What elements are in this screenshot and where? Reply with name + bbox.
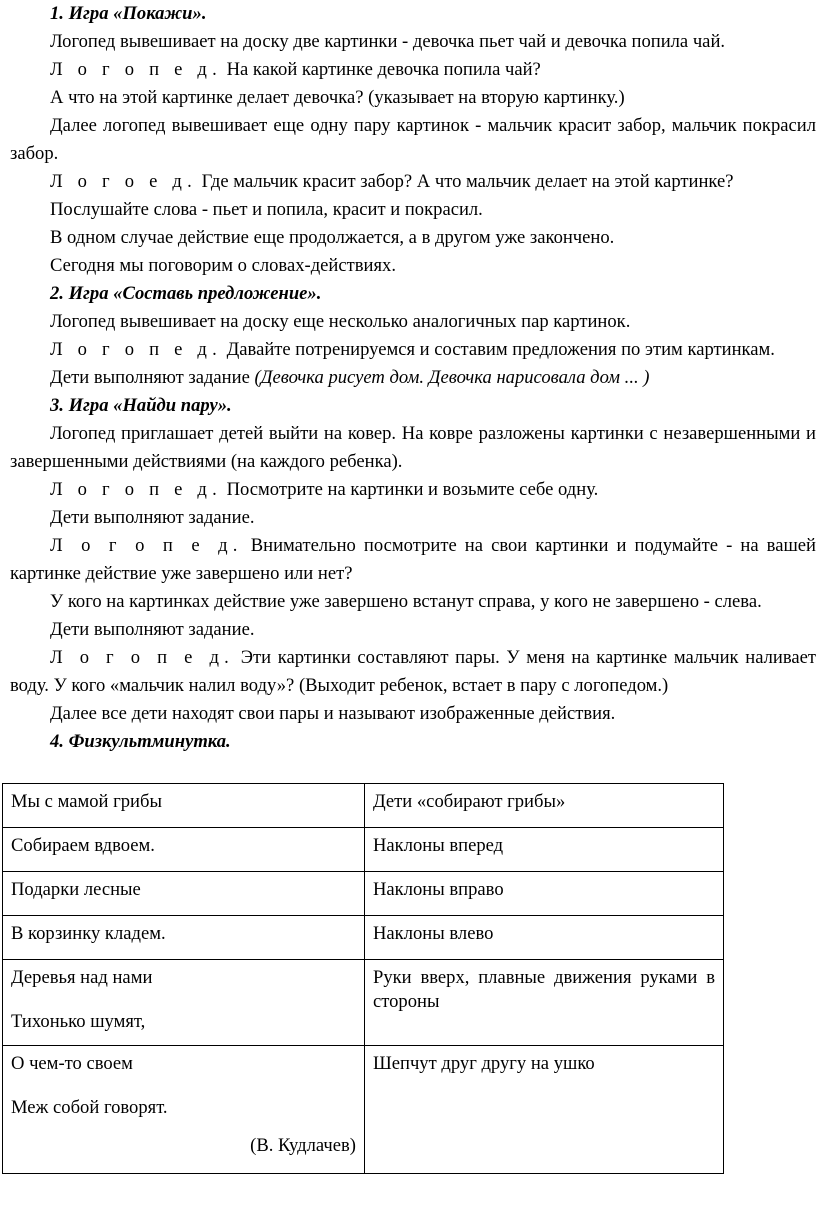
paragraph: Логопед вывешивает на доску еще несколько аналогичных пар картинок.	[50, 311, 631, 332]
table-cell-action: Наклоны вперед	[365, 828, 724, 872]
speaker-label: Л о г о п е д.	[50, 479, 222, 500]
paragraph	[10, 336, 816, 364]
table-row	[3, 872, 724, 916]
paragraph	[10, 644, 816, 700]
table-row	[3, 1046, 724, 1174]
game3-heading: 3. Игра «Найди пару».	[50, 395, 232, 416]
paragraph: Логопед вывешивает на доску две картинки - девочка пьет чай и девочка попила чай.	[50, 31, 726, 52]
example-sentences: (Девочка рисует дом. Девочка нарисовала дом ... )	[254, 367, 650, 388]
verse-line: Тихонько шумят,	[11, 1011, 146, 1032]
speaker-label: Л о г о п е д.	[50, 59, 222, 80]
speaker-text: На какой картинке девочка попила чай?	[221, 59, 541, 80]
table-cell-verse	[3, 960, 365, 1046]
table-cell-verse	[3, 828, 365, 872]
speaker-text: Эти картинки составляют пары. У меня на картинке мальчик наливает воду. У кого «мальчик налил воду»? (Выходит ребенок, встает в пару с логопедом.)	[10, 647, 816, 696]
speaker-label: Л о г о п е д.	[50, 647, 235, 668]
paragraph	[10, 56, 816, 84]
speaker-text: Давайте потренируемся и составим предложения по этим картинкам.	[221, 339, 775, 360]
game4-heading: 4. Физкультминутка.	[50, 731, 231, 752]
speaker-text: Внимательно посмотрите на свои картинки и подумайте - на вашей картинке действие уже завершено или нет?	[10, 535, 816, 584]
paragraph: А что на этой картинке делает девочка? (указывает на вторую картинку.)	[50, 87, 625, 108]
poem-author: (В. Кудлачев)	[250, 1135, 356, 1156]
verse-line: Собираем вдвоем.	[11, 835, 155, 856]
exercise-table-body	[3, 784, 724, 1174]
table-row	[3, 960, 724, 1046]
verse-line: Подарки лесные	[11, 879, 141, 900]
paragraph: У кого на картинках действие уже завершено встанут справа, у кого не завершено - слева.	[50, 591, 762, 612]
paragraph: Логопед приглашает детей выйти на ковер. На ковре разложены картинки с незавершенными и завершенными действиями (на каждого ребенка).	[10, 423, 816, 472]
table-cell-action: Наклоны вправо	[365, 872, 724, 916]
speaker-label: Л о г о е д.	[50, 171, 197, 192]
paragraph	[10, 168, 816, 196]
paragraph	[10, 476, 816, 504]
table-cell-verse	[3, 872, 365, 916]
paragraph: Далее все дети находят свои пары и называют изображенные действия.	[50, 703, 616, 724]
table-cell-action: Наклоны влево	[365, 916, 724, 960]
document-body	[10, 0, 816, 756]
speaker-label: Л о г о п е д.	[50, 339, 222, 360]
table-cell-verse	[3, 784, 365, 828]
table-cell-action: Руки вверх, плавные движения руками в стороны	[365, 960, 724, 1046]
table-cell-verse	[3, 916, 365, 960]
paragraph: Послушайте слова - пьет и попила, красит и покрасил.	[50, 199, 483, 220]
table-cell-verse	[3, 1046, 365, 1174]
paragraph	[10, 364, 816, 392]
table-cell-action: Шепчут друг другу на ушко	[365, 1046, 724, 1174]
verse-line: О чем-то своем	[11, 1053, 133, 1074]
paragraph: Дети выполняют задание.	[50, 507, 255, 528]
verse-line: Мы с мамой грибы	[11, 791, 162, 812]
exercise-table	[2, 783, 724, 1174]
verse-line: Меж собой говорят.	[11, 1097, 168, 1118]
paragraph: В одном случае действие еще продолжается, а в другом уже закончено.	[50, 227, 615, 248]
verse-line: Деревья над нами	[11, 967, 153, 988]
paragraph: Дети выполняют задание.	[50, 619, 255, 640]
table-row	[3, 828, 724, 872]
speaker-text: Посмотрите на картинки и возьмите себе одну.	[221, 479, 599, 500]
game1-heading: 1. Игра «Покажи».	[50, 3, 207, 24]
table-row	[3, 784, 724, 828]
paragraph	[10, 532, 816, 588]
paragraph: Далее логопед вывешивает еще одну пару картинок - мальчик красит забор, мальчик покрасил забор.	[10, 115, 816, 164]
game2-heading: 2. Игра «Составь предложение».	[50, 283, 322, 304]
paragraph: Сегодня мы поговорим о словах-действиях.	[50, 255, 396, 276]
verse-line: В корзинку кладем.	[11, 923, 166, 944]
speaker-text: Где мальчик красит забор? А что мальчик делает на этой картинке?	[196, 171, 734, 192]
speaker-label: Л о г о п е д.	[50, 535, 243, 556]
paragraph-text: Дети выполняют задание	[50, 367, 255, 388]
table-cell-action: Дети «собирают грибы»	[365, 784, 724, 828]
table-row	[3, 916, 724, 960]
